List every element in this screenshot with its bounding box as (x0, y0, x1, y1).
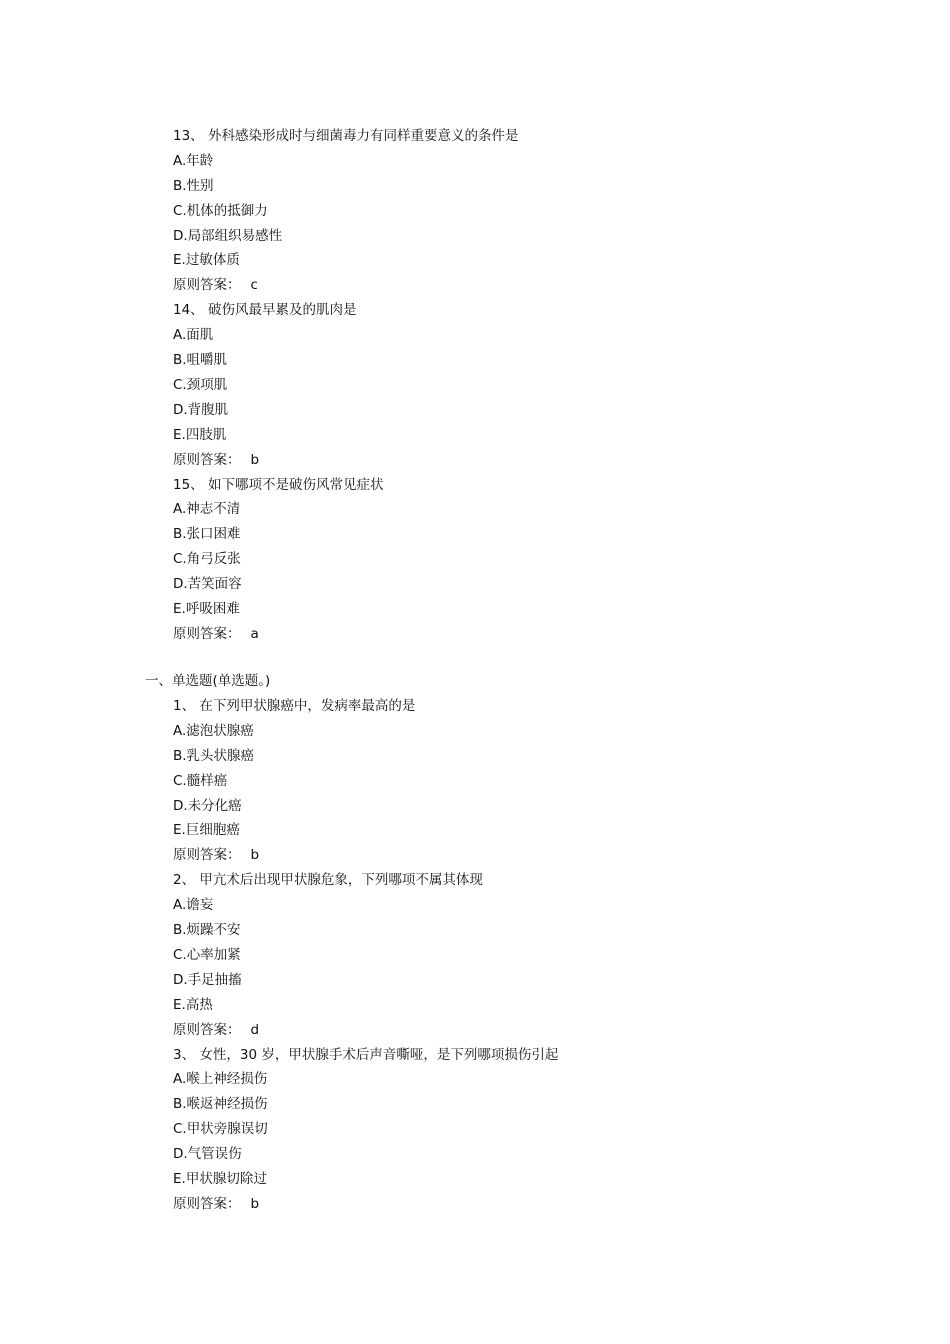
option-d: D.气管误伤 (173, 1146, 242, 1163)
option-a: A.谵妄 (173, 897, 214, 914)
answer-value: d (250, 1021, 260, 1038)
option-a: A.年龄 (173, 152, 214, 169)
option-b: B.咀嚼肌 (173, 352, 228, 369)
option-e: E.过敏体质 (173, 252, 240, 269)
option-b: B.喉返神经损伤 (173, 1096, 268, 1113)
answer-label: 原则答案： (173, 847, 241, 864)
answer-value: c (250, 277, 258, 294)
question-text: 3、 女性，30 岁，甲状腺手术后声音嘶哑，是下列哪项损伤引起 (173, 1046, 559, 1063)
option-e: E.巨细胞癌 (173, 822, 240, 839)
answer-line (173, 1192, 558, 1217)
question-text: 14、 破伤风最早累及的肌肉是 (173, 302, 357, 319)
answer-line (173, 448, 356, 473)
option-a: A.滤泡状腺癌 (173, 722, 254, 739)
answer-value: b (250, 1195, 260, 1212)
option-a: A.面肌 (173, 327, 214, 344)
answer-label: 原则答案： (173, 625, 241, 642)
question-block-14 (173, 298, 356, 472)
option-e: E.呼吸困难 (173, 601, 240, 618)
option-b: B.乳头状腺癌 (173, 747, 255, 764)
answer-value: b (250, 847, 260, 864)
answer-line (173, 843, 415, 868)
answer-value: b (250, 451, 260, 468)
option-d: D.背腹肌 (173, 401, 229, 418)
answer-label: 原则答案： (173, 451, 241, 468)
option-e: E.高热 (173, 996, 213, 1013)
option-b: B.性别 (173, 177, 214, 194)
option-b: B.烦躁不安 (173, 922, 241, 939)
answer-label: 原则答案： (173, 277, 241, 294)
question-text: 13、 外科感染形成时与细菌毒力有同样重要意义的条件是 (173, 128, 519, 144)
option-e: E.四肢肌 (173, 426, 227, 443)
option-c: C.角弓反张 (173, 551, 241, 568)
question-block-15 (173, 473, 383, 647)
option-d: D.苦笑面容 (173, 576, 242, 593)
question-block-2 (173, 868, 483, 1042)
answer-label: 原则答案： (173, 1021, 241, 1038)
question-text: 2、 甲亢术后出现甲状腺危象，下列哪项不属其体现 (173, 872, 483, 889)
answer-line (173, 622, 383, 647)
option-d: D.局部组织易感性 (173, 227, 283, 244)
option-a: A.神志不清 (173, 501, 241, 518)
option-d: D.手足抽搐 (173, 971, 242, 988)
question-text: 15、 如下哪项不是破伤风常见症状 (173, 476, 384, 493)
answer-label: 原则答案： (173, 1195, 241, 1212)
question-block-1 (173, 694, 415, 868)
option-a: A.喉上神经损伤 (173, 1071, 268, 1088)
question-block-3 (173, 1043, 558, 1217)
option-c: C.甲状旁腺误切 (173, 1121, 268, 1138)
option-c: C.机体的抵御力 (173, 202, 268, 219)
option-e: E.甲状腺切除过 (173, 1171, 267, 1188)
option-d: D.未分化癌 (173, 797, 242, 814)
question-block-13 (173, 124, 518, 298)
option-c: C.髓样癌 (173, 772, 228, 789)
option-c: C.颈项肌 (173, 376, 228, 393)
answer-value: a (250, 625, 259, 642)
answer-line (173, 273, 518, 298)
section-heading: 一、单选题(单选题。) (145, 673, 271, 689)
option-b: B.张口困难 (173, 526, 241, 543)
question-text: 1、 在下列甲状腺癌中，发病率最高的是 (173, 698, 416, 714)
answer-line (173, 1018, 483, 1043)
option-c: C.心率加紧 (173, 946, 241, 963)
